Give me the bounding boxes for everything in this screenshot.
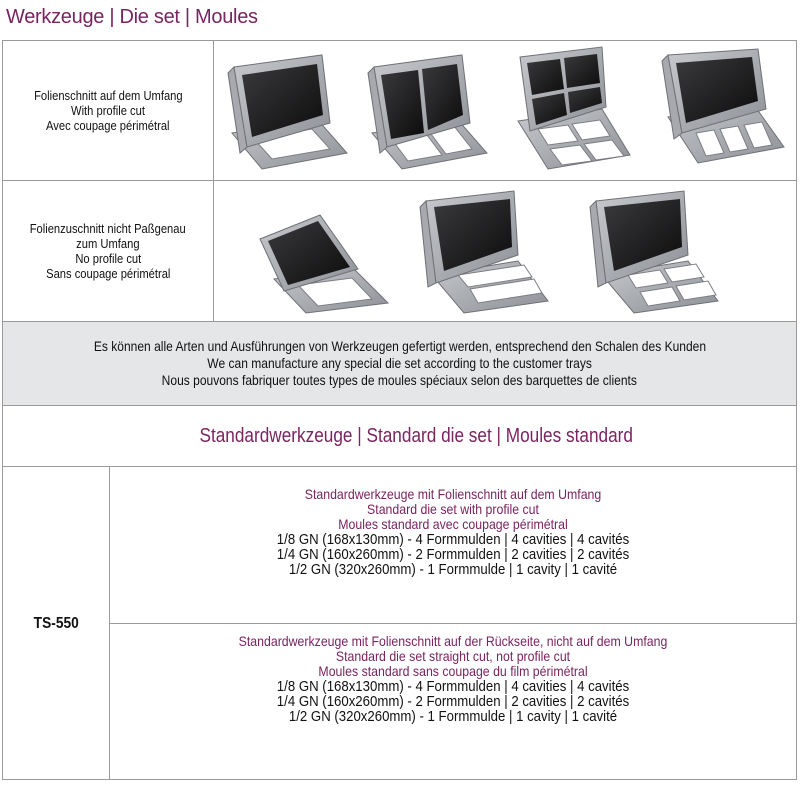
no-profile-cut-images [214, 181, 796, 321]
tooling-table [2, 40, 797, 780]
profile-cut-row [3, 41, 796, 181]
no-profile-cut-row [3, 181, 796, 322]
variant-2-spec-1-8: 1/8 GN (168x130mm) - 4 Formmulden | 4 cavities | 4 cavités [276, 678, 630, 695]
info-line-fr: Nous pouvons fabriquer toutes types de moules spéciaux selon des barquettes de clients [161, 372, 638, 388]
page-title: Werkzeuge | Die set | Moules [6, 6, 258, 28]
model-label: TS-550 [33, 614, 79, 632]
die-set-4-cavity-icon [584, 189, 724, 315]
info-line-de: Es können alle Arten und Ausführungen von Werkzeugen gefertigt werden, entsprechend den Schalen des Kunden [93, 338, 706, 354]
die-set-3-cavity-icon [654, 47, 789, 172]
no-profile-cut-line-fr: Sans coupage périmétral [45, 266, 171, 281]
info-line-en: We can manufacture any special die set according to the customer trays [207, 355, 592, 371]
variant-2-heading-fr: Moules standard sans coupage du film périmétral [318, 663, 588, 679]
custom-tooling-info [3, 322, 796, 406]
variant-1-spec-1-2: 1/2 GN (320x260mm) - 1 Formmulde | 1 cavity | 1 cavité [288, 561, 618, 578]
profile-cut-line-de: Folienschnitt auf dem Umfang [33, 88, 183, 103]
die-set-4-cavity-icon [510, 45, 635, 173]
variant-straight-cut [110, 624, 796, 780]
standard-title-text: Standardwerkzeuge | Standard die set | Moules standard [199, 424, 634, 447]
no-profile-cut-line-de-1: Folienzuschnitt nicht Paßgenau [29, 221, 186, 236]
variant-1-heading-fr: Moules standard avec coupage périmétral [338, 516, 568, 532]
variant-2-heading-de: Standardwerkzeuge mit Folienschnitt auf der Rückseite, nicht auf dem Umfang [238, 633, 668, 649]
profile-cut-line-en: With profile cut [71, 103, 145, 118]
variant-1-heading-en: Standard die set with profile cut [367, 501, 539, 517]
variant-2-heading-en: Standard die set straight cut, not profile cut [335, 648, 571, 664]
variant-1-spec-1-4: 1/4 GN (160x260mm) - 2 Formmulden | 2 cavities | 2 cavités [276, 546, 630, 563]
variant-2-spec-1-2: 1/2 GN (320x260mm) - 1 Formmulde | 1 cavity | 1 cavité [288, 708, 618, 725]
die-set-1-cavity-icon [254, 211, 394, 315]
no-profile-cut-line-de-2: zum Umfang [76, 236, 140, 251]
profile-cut-line-fr: Avec coupage périmétral [46, 118, 170, 133]
variant-profile-cut [110, 467, 796, 624]
die-set-1-cavity-icon [222, 53, 352, 171]
profile-cut-images [214, 41, 796, 180]
no-profile-cut-label [3, 181, 214, 321]
variant-2-spec-1-4: 1/4 GN (160x260mm) - 2 Formmulden | 2 cavities | 2 cavités [276, 693, 630, 710]
model-name [3, 467, 110, 780]
no-profile-cut-line-en: No profile cut [75, 251, 141, 266]
variant-1-spec-1-8: 1/8 GN (168x130mm) - 4 Formmulden | 4 cavities | 4 cavités [276, 531, 630, 548]
standard-die-set-title [3, 406, 796, 467]
die-set-2-cavity-icon [362, 53, 492, 171]
variant-1-heading-de: Standardwerkzeuge mit Folienschnitt auf dem Umfang [304, 486, 602, 502]
profile-cut-label [3, 41, 214, 180]
die-set-2-cavity-icon [414, 189, 554, 315]
model-row [3, 467, 796, 780]
